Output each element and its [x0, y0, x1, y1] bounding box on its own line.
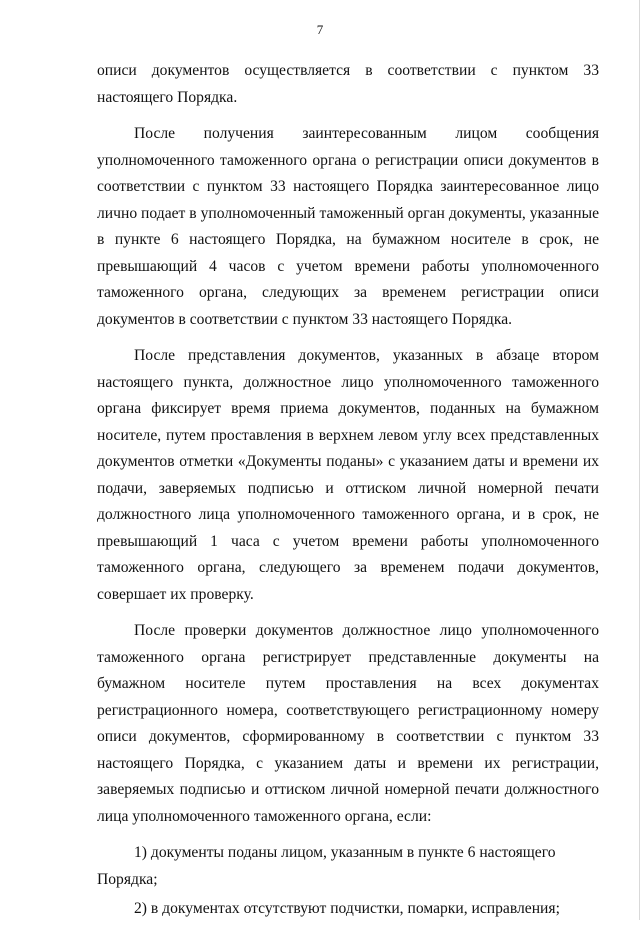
paragraph-acceptance: После представления документов, указанных в абзаце втором настоящего пункта, должностное лицо уполномоченного таможенного органа фиксирует время приема документов, поданных на бумажном носителе, путем проставления в верхнем левом углу всех представленных документов отметки «Документы поданы» с указанием даты и времени их подачи, заверяемых подписью и оттиском личной номерной печати должностного лица уполномоченного таможенного органа, и в срок, не превышающий 1 часа с учетом времени работы уполномоченного таможенного органа, следующего за временем подачи документов, совершает их проверку. — [97, 347, 599, 603]
paragraph-registration: После проверки документов должностное лицо уполномоченного таможенного органа регистрирует представленные документы на бумажном носителе путем проставления на всех документах регистрационного номера, соответствующего регистрационному номеру описи документов, сформированному в соответствии с пунктом 33 настоящего Порядка, с указанием даты и времени их регистрации, заверяемых подписью и оттиском личной номерной печати должностного лица уполномоченного таможенного органа, если: — [97, 622, 599, 825]
paragraph-spacer — [97, 608, 599, 618]
list-item: 1) документы поданы лицом, указанным в пункте 6 настоящего Порядка; — [97, 844, 556, 888]
paragraph-spacer — [97, 333, 599, 343]
list-item: 2) в документах отсутствуют подчистки, помарки, исправления; — [134, 900, 560, 917]
page-number: 7 — [316, 22, 324, 37]
paragraph-spacer — [97, 111, 599, 121]
document-body — [97, 58, 599, 926]
paragraph-submission: После получения заинтересованным лицом сообщения уполномоченного таможенного органа о регистрации описи документов в соответствии с пунктом 33 настоящего Порядка заинтересованное лицо лично подает в уполномоченный таможенный орган документы, указанные в пункте 6 настоящего Порядка, на бумажном носителе в срок, не превышающий 4 часов с учетом времени работы уполномоченного таможенного органа, следующих за временем регистрации описи документов в соответствии с пунктом 33 настоящего Порядка. — [97, 125, 599, 328]
paragraph-spacer — [97, 830, 599, 840]
paragraph-continuation: описи документов осуществляется в соответствии с пунктом 33 настоящего Порядка. — [97, 62, 599, 106]
